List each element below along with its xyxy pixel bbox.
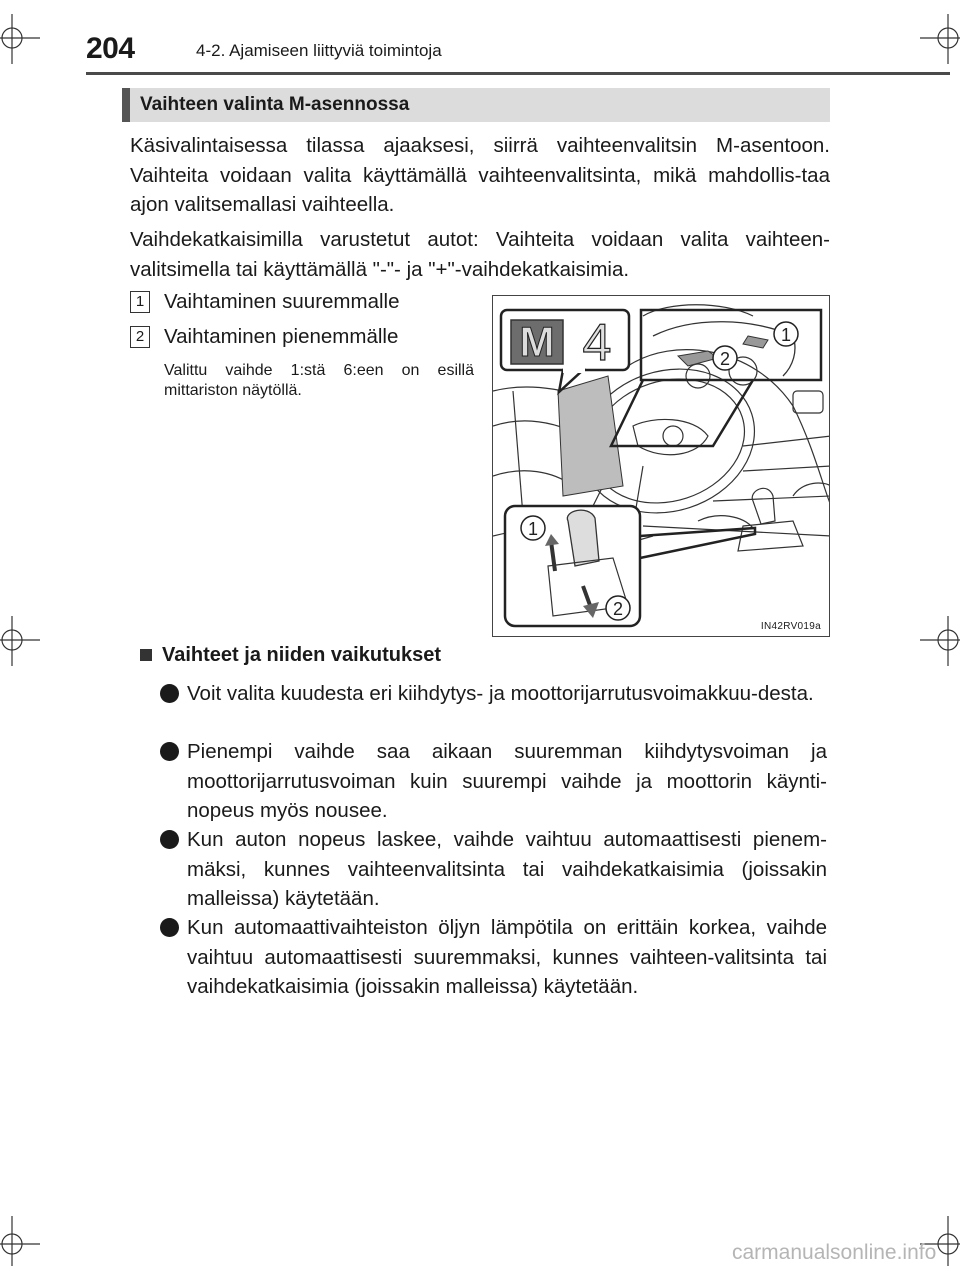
display-gear-text: 4: [582, 314, 612, 372]
header-rule: [86, 72, 950, 75]
crop-mark-mid-right: [920, 616, 960, 666]
bullet-dot-icon: [160, 684, 179, 703]
bullet-text: Kun auton nopeus laskee, vaihde vaihtuu automaattisesti pienem-mäksi, kunnes vaihteenvalitsinta tai vaihdekatkaisimia (joissakin malleissa) käytetään.: [187, 828, 827, 910]
illustration-drawing: [493, 296, 830, 637]
intro-paragraph-1: Käsivalintaisessa tilassa ajaaksesi, siirrä vaihteenvalitsin M-asentoon. Vaihteita voidaan valita käyttämällä vaihteenvalitsinta, mikä mahdollis-taa ajon valitsemallasi vaihteella.: [130, 134, 830, 216]
callout-2-bottom: 2: [612, 599, 624, 619]
subsection-heading: [140, 644, 441, 667]
numbered-item-label: Vaihtaminen pienemmälle: [164, 325, 399, 348]
watermark: carmanualsonline.info: [732, 1241, 937, 1264]
section-heading: [122, 88, 830, 122]
bullet-text: Pienempi vaihde saa aikaan suuremman kiihdytysvoiman ja moottorijarrutusvoiman kuin suurempi vaihde ja moottorin käynti-nopeus myös nousee.: [187, 740, 827, 822]
number-badge: 1: [130, 291, 150, 313]
bullet-dot-icon: [160, 742, 179, 761]
crop-mark-mid-left: [0, 616, 40, 666]
crop-mark-top-left: [0, 14, 40, 64]
bullet-dot-icon: [160, 830, 179, 849]
note-text: Valittu vaihde 1:stä 6:een on esillä mittariston näytöllä.: [164, 362, 474, 399]
subsection-title: Vaihteet ja niiden vaikutukset: [162, 644, 441, 666]
numbered-item-label: Vaihtaminen suuremmalle: [164, 290, 400, 313]
intro-paragraph-2: Vaihdekatkaisimilla varustetut autot: Vaihteita voidaan valita vaihteen-valitsimella tai käyttämällä "-"- ja "+"-vaihdekatkaisimia.: [130, 228, 830, 281]
callout-1-bottom: 1: [527, 519, 539, 539]
page-number: 204: [86, 32, 135, 65]
running-title: 4-2. Ajamiseen liittyviä toimintoja: [196, 41, 442, 60]
bullet-text: Voit valita kuudesta eri kiihdytys- ja moottorijarrutusvoimakkuu-desta.: [187, 682, 814, 705]
number-badge: 2: [130, 326, 150, 348]
crop-mark-bottom-left: [0, 1216, 40, 1266]
section-title: Vaihteen valinta M-asennossa: [140, 94, 410, 115]
section-heading-bar: [122, 88, 130, 122]
display-mode-text: M: [519, 318, 555, 365]
crop-mark-top-right: [920, 14, 960, 64]
shift-lever-illustration: [492, 295, 830, 637]
square-bullet-icon: [140, 649, 152, 661]
callout-1-top: 1: [780, 325, 792, 345]
callout-2-top: 2: [719, 349, 731, 369]
bullet-text: Kun automaattivaihteiston öljyn lämpötila on erittäin korkea, vaihde vaihtuu automaattisesti suuremmaksi, kunnes vaihteen-valitsinta tai vaihdekatkaisimia (joissakin malleissa) käytetään.: [187, 916, 827, 998]
figure-code: IN42RV019a: [760, 621, 821, 632]
bullet-dot-icon: [160, 918, 179, 937]
